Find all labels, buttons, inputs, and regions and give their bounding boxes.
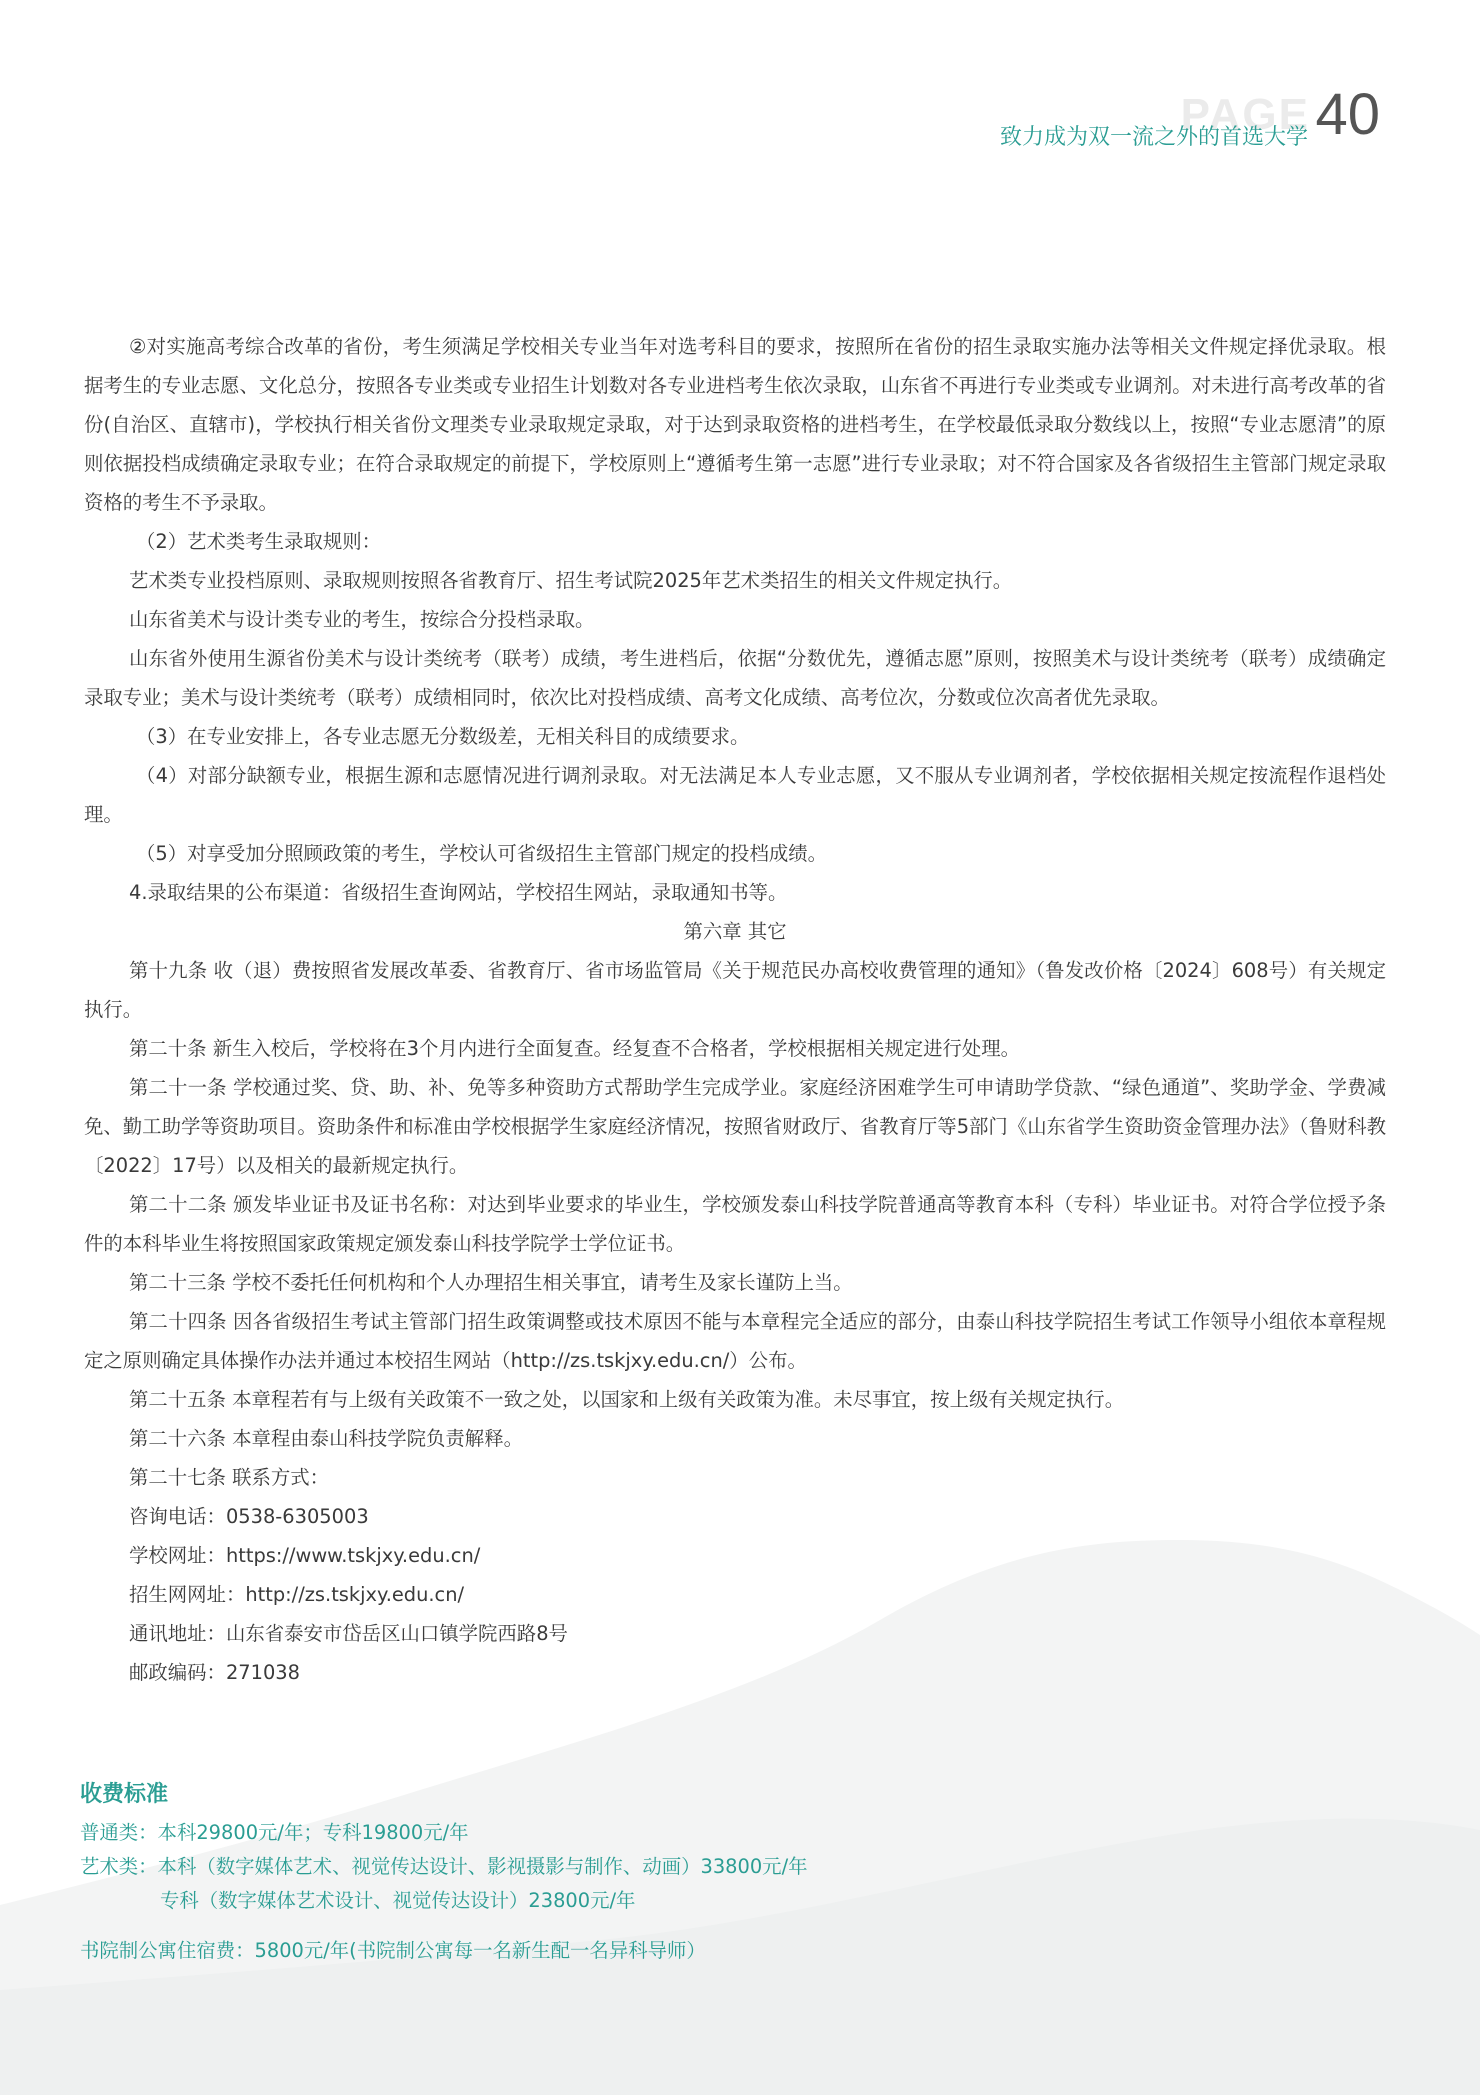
contact-admission-website: 招生网网址：http://zs.tskjxy.edu.cn/: [129, 1583, 465, 1606]
article-19: 第十九条 收（退）费按照省发展改革委、省教育厅、省市场监管局《关于规范民办高校收费管理的通知》（鲁发改价格〔2024〕608号）有关规定执行。: [84, 959, 1386, 1021]
paragraph-adjustment: （4）对部分缺额专业，根据生源和志愿情况进行调剂录取。对无法满足本人专业志愿，又不服从专业调剂者，学校依据相关规定按流程作退档处理。: [84, 764, 1386, 826]
page-watermark: PAGE: [1180, 90, 1310, 139]
article-25: 第二十五条 本章程若有与上级有关政策不一致之处，以国家和上级有关政策为准。未尽事宜，按上级有关规定执行。: [129, 1388, 1125, 1411]
article-22: 第二十二条 颁发毕业证书及证书名称：对达到毕业要求的毕业生，学校颁发泰山科技学院普通高等教育本科（专科）毕业证书。对符合学位授予条件的本科毕业生将按照国家政策规定颁发泰山科技学院学士学位证书。: [84, 1193, 1386, 1255]
contact-postcode: 邮政编码：271038: [129, 1661, 300, 1684]
article-21: 第二十一条 学校通过奖、贷、助、补、免等多种资助方式帮助学生完成学业。家庭经济困难学生可申请助学贷款、“绿色通道”、奖助学金、学费减免、勤工助学等资助项目。资助条件和标准由学校根据学生家庭经济情况，按照省财政厅、省教育厅等5部门《山东省学生资助资金管理办法》（鲁财科教〔2022〕17号）以及相关的最新规定执行。: [84, 1076, 1386, 1177]
page-number: 40: [1315, 82, 1380, 147]
fee-title: 收费标准: [80, 1782, 169, 1807]
fee-art-college: 专科（数字媒体艺术设计、视觉传达设计）23800元/年: [160, 1889, 636, 1912]
paragraph-art-rules: 艺术类专业投档原则、录取规则按照各省教育厅、招生考试院2025年艺术类招生的相关文件规定执行。: [129, 569, 1013, 592]
paragraph-admission-reform: ②对实施高考综合改革的省份，考生须满足学校相关专业当年对选考科目的要求，按照所在省份的招生录取实施办法等相关文件规定择优录取。根据考生的专业志愿、文化总分，按照各专业类或专业招生计划数对各专业进档考生依次录取，山东省不再进行专业类或专业调剂。对未进行高考改革的省份(自治区、直辖市)，学校执行相关省份文理类专业录取规定录取，对于达到录取资格的进档考生，在学校最低录取分数线以上，按照“专业志愿清”的原则依据投档成绩确定录取专业；在符合录取规定的前提下，学校原则上“遵循考生第一志愿”进行专业录取；对不符合国家及各省级招生主管部门规定录取资格的考生不予录取。: [84, 335, 1386, 514]
fee-art-undergrad: 艺术类：本科（数字媒体艺术、视觉传达设计、影视摄影与制作、动画）33800元/年: [80, 1855, 808, 1878]
fee-dorm: 书院制公寓住宿费：5800元/年(书院制公寓每一名新生配一名异科导师）: [80, 1939, 706, 1962]
paragraph-art-rules-title: （2）艺术类考生录取规则：: [136, 530, 382, 553]
contact-phone: 咨询电话：0538-6305003: [129, 1505, 369, 1528]
fee-general: 普通类：本科29800元/年；专科19800元/年: [80, 1821, 469, 1844]
article-24: 第二十四条 因各省级招生考试主管部门招生政策调整或技术原因不能与本章程完全适应的部分，由泰山科技学院招生考试工作领导小组依本章程规定之原则确定具体操作办法并通过本校招生网站（http://zs.tskjxy.edu.cn/）公布。: [84, 1310, 1386, 1372]
paragraph-shandong-art: 山东省美术与设计类专业的考生，按综合分投档录取。: [129, 608, 595, 631]
paragraph-major-arrangement: （3）在专业安排上，各专业志愿无分数级差，无相关科目的成绩要求。: [136, 725, 750, 748]
body-text: [84, 327, 1386, 1692]
article-20: 第二十条 新生入校后，学校将在3个月内进行全面复查。经复查不合格者，学校根据相关规定进行处理。: [129, 1037, 1021, 1060]
paragraph-bonus-points: （5）对享受加分照顾政策的考生，学校认可省级招生主管部门规定的投档成绩。: [136, 842, 828, 865]
contact-address: 通讯地址：山东省泰安市岱岳区山口镇学院西路8号: [129, 1622, 568, 1645]
article-27: 第二十七条 联系方式：: [129, 1466, 330, 1489]
chapter-heading: 第六章 其它: [683, 920, 787, 943]
contact-website: 学校网址：https://www.tskjxy.edu.cn/: [129, 1544, 481, 1567]
paragraph-outside-shandong-art: 山东省外使用生源省份美术与设计类统考（联考）成绩，考生进档后，依据“分数优先，遵循志愿”原则，按照美术与设计类统考（联考）成绩确定录取专业；美术与设计类统考（联考）成绩相同时，依次比对投档成绩、高考文化成绩、高考位次，分数或位次高者优先录取。: [84, 647, 1386, 709]
header-slogan: 致力成为双一流之外的首选大学: [999, 125, 1308, 150]
paragraph-result-channels: 4.录取结果的公布渠道：省级招生查询网站，学校招生网站，录取通知书等。: [129, 881, 788, 904]
article-23: 第二十三条 学校不委托任何机构和个人办理招生相关事宜，请考生及家长谨防上当。: [129, 1271, 853, 1294]
page-header: [680, 82, 1380, 158]
fee-standards: [80, 1778, 1180, 1968]
article-26: 第二十六条 本章程由泰山科技学院负责解释。: [129, 1427, 523, 1450]
